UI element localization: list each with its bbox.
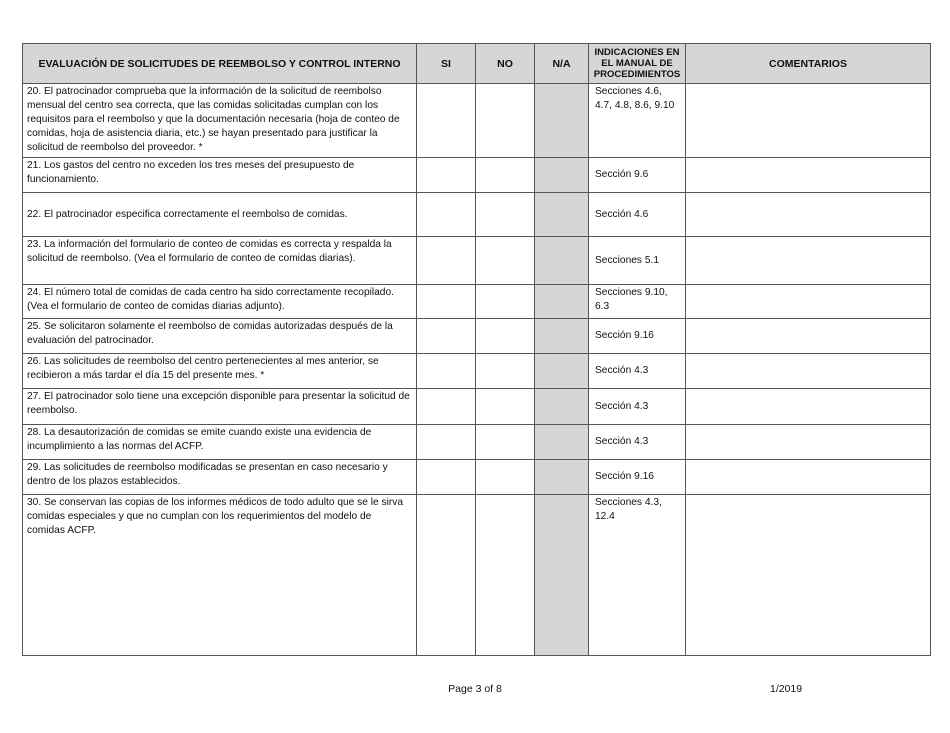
- comment-cell[interactable]: [686, 460, 931, 495]
- question-text: 29. Las solicitudes de reembolso modificadas se presentan en caso necesario y dentro de los plazos establecidos.: [23, 460, 417, 495]
- question-text: 24. El número total de comidas de cada centro ha sido correctamente recopilado. (Vea el formulario de conteo de comidas diarias adjunto).: [23, 285, 417, 319]
- question-text: 26. Las solicitudes de reembolso del centro pertenecientes al mes anterior, se recibieron a más tardar el día 15 del presente mes. *: [23, 354, 417, 389]
- na-cell[interactable]: [535, 158, 589, 193]
- na-cell[interactable]: [535, 425, 589, 460]
- comment-cell[interactable]: [686, 389, 931, 425]
- reference-text: Sección 4.3: [589, 389, 686, 425]
- si-cell[interactable]: [417, 495, 476, 656]
- no-cell[interactable]: [476, 425, 535, 460]
- question-text: 21. Los gastos del centro no exceden los tres meses del presupuesto de funcionamiento.: [23, 158, 417, 193]
- table-row: [23, 495, 931, 656]
- si-cell[interactable]: [417, 84, 476, 158]
- na-cell[interactable]: [535, 354, 589, 389]
- comment-cell[interactable]: [686, 193, 931, 237]
- na-cell[interactable]: [535, 285, 589, 319]
- si-cell[interactable]: [417, 389, 476, 425]
- question-text: 27. El patrocinador solo tiene una excepción disponible para presentar la solicitud de reembolso.: [23, 389, 417, 425]
- reference-text: Secciones 9.10, 6.3: [589, 285, 686, 319]
- table-row: [23, 237, 931, 285]
- no-cell[interactable]: [476, 495, 535, 656]
- question-text: 28. La desautorización de comidas se emite cuando existe una evidencia de incumplimiento a las normas del ACFP.: [23, 425, 417, 460]
- na-cell[interactable]: [535, 389, 589, 425]
- si-cell[interactable]: [417, 193, 476, 237]
- comment-cell[interactable]: [686, 158, 931, 193]
- no-cell[interactable]: [476, 84, 535, 158]
- table-row: [23, 158, 931, 193]
- si-cell[interactable]: [417, 319, 476, 354]
- na-cell[interactable]: [535, 237, 589, 285]
- revision-date: 1/2019: [770, 683, 803, 695]
- reference-text: Sección 9.16: [589, 460, 686, 495]
- comment-cell[interactable]: [686, 84, 931, 158]
- table-header-row: [23, 44, 931, 84]
- si-cell[interactable]: [417, 285, 476, 319]
- comment-cell[interactable]: [686, 237, 931, 285]
- no-cell[interactable]: [476, 460, 535, 495]
- no-cell[interactable]: [476, 158, 535, 193]
- comment-cell[interactable]: [686, 495, 931, 656]
- no-cell[interactable]: [476, 193, 535, 237]
- no-cell[interactable]: [476, 319, 535, 354]
- table-row: [23, 460, 931, 495]
- question-text: 30. Se conservan las copias de los informes médicos de todo adulto que se le sirva comidas especiales y que no cumplan con los requerimientos del modelo de comidas ACFP.: [23, 495, 417, 656]
- question-text: 25. Se solicitaron solamente el reembolso de comidas autorizadas después de la evaluación del patrocinador.: [23, 319, 417, 354]
- table-row: [23, 193, 931, 237]
- header-no: NO: [476, 44, 535, 84]
- header-na: N/A: [535, 44, 589, 84]
- no-cell[interactable]: [476, 389, 535, 425]
- reference-text: Sección 9.16: [589, 319, 686, 354]
- table-row: [23, 425, 931, 460]
- question-text: 23. La información del formulario de conteo de comidas es correcta y respalda la solicitud de reembolso. (Vea el formulario de conteo de comidas diarias).: [23, 237, 417, 285]
- question-text: 22. El patrocinador especifica correctamente el reembolso de comidas.: [23, 193, 417, 237]
- na-cell[interactable]: [535, 460, 589, 495]
- reference-text: Secciones 4.6, 4.7, 4.8, 8.6, 9.10: [589, 84, 686, 158]
- si-cell[interactable]: [417, 425, 476, 460]
- reference-text: Sección 4.3: [589, 425, 686, 460]
- na-cell[interactable]: [535, 84, 589, 158]
- reference-text: Sección 9.6: [589, 158, 686, 193]
- na-cell[interactable]: [535, 319, 589, 354]
- header-indicaciones: INDICACIONES EN EL MANUAL DE PROCEDIMIENTOS: [589, 44, 686, 84]
- table-row: [23, 389, 931, 425]
- reference-text: Sección 4.3: [589, 354, 686, 389]
- table-row: [23, 354, 931, 389]
- evaluation-table: [22, 43, 931, 656]
- no-cell[interactable]: [476, 354, 535, 389]
- si-cell[interactable]: [417, 237, 476, 285]
- no-cell[interactable]: [476, 237, 535, 285]
- table-row: [23, 84, 931, 158]
- question-text: 20. El patrocinador comprueba que la información de la solicitud de reembolso mensual del centro sea correcta, que las comidas solicitadas cumplan con los requisitos para el reembolso y que la documentación necesaria (hoja de conteo de comidas, hoja de asistencia diaria, etc.) se hayan presentado para justificar la solicitud de reembolso del proveedor. *: [23, 84, 417, 158]
- comment-cell[interactable]: [686, 425, 931, 460]
- page-number: Page 3 of 8: [448, 683, 502, 695]
- table-row: [23, 285, 931, 319]
- no-cell[interactable]: [476, 285, 535, 319]
- comment-cell[interactable]: [686, 319, 931, 354]
- si-cell[interactable]: [417, 354, 476, 389]
- header-si: SI: [417, 44, 476, 84]
- comment-cell[interactable]: [686, 354, 931, 389]
- header-evaluation: EVALUACIÓN DE SOLICITUDES DE REEMBOLSO Y CONTROL INTERNO: [23, 44, 417, 84]
- reference-text: Secciones 4.3, 12.4: [589, 495, 686, 656]
- header-comentarios: COMENTARIOS: [686, 44, 931, 84]
- na-cell[interactable]: [535, 495, 589, 656]
- na-cell[interactable]: [535, 193, 589, 237]
- reference-text: Sección 4.6: [589, 193, 686, 237]
- si-cell[interactable]: [417, 460, 476, 495]
- reference-text: Secciones 5.1: [589, 237, 686, 285]
- si-cell[interactable]: [417, 158, 476, 193]
- table-row: [23, 319, 931, 354]
- comment-cell[interactable]: [686, 285, 931, 319]
